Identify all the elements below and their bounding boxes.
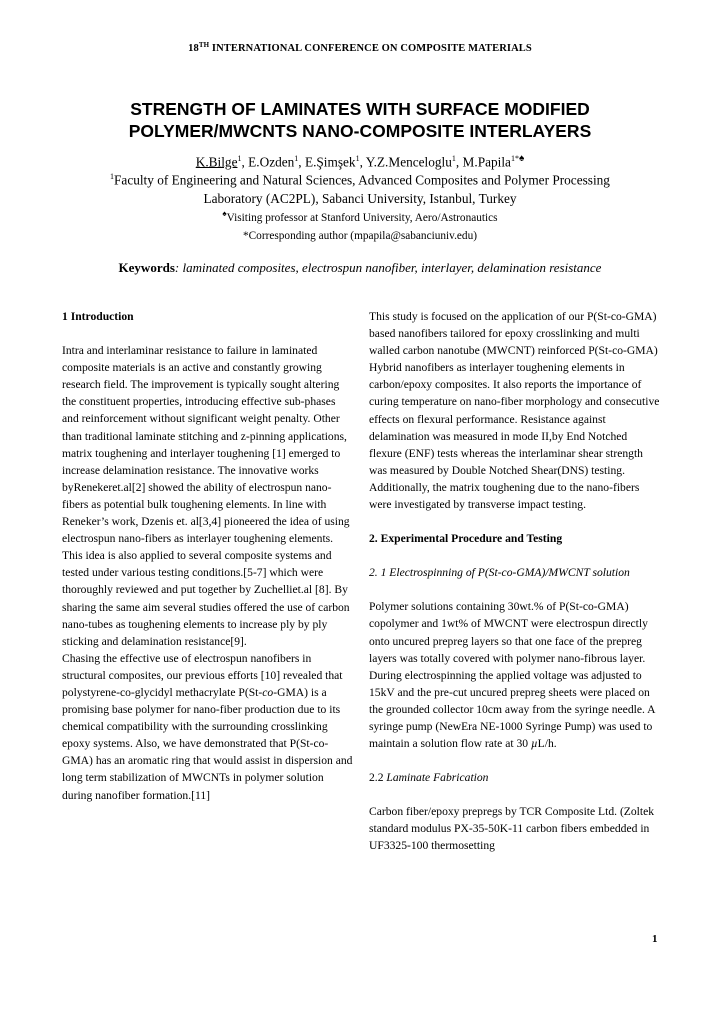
keywords bbox=[0, 260, 720, 276]
author: E.Ozden bbox=[248, 154, 295, 170]
intro-paragraph-2: Chasing the effective use of electrospun nanofibers in structural composites, our previous efforts [10] revealed that polystyrene-co-glycidyl methacrylate P(St-co-GMA) is a promising base polymer for nano-fiber production due to its chemical compatibility with the surrounding crosslinking epoxy systems. Also, we have demonstrated that P(St-co-GMA) has an aromatic ring that would assist in dispersion and long term stabilization of MWCNTs in polymer solution during nanofiber formation.[11] bbox=[62, 651, 353, 802]
section-title-introduction: 1 Introduction bbox=[62, 310, 134, 323]
author-sup: 1*♠ bbox=[510, 153, 525, 164]
author: E.Şimşek bbox=[304, 154, 356, 170]
conf-sup: TH bbox=[198, 41, 210, 49]
study-paragraph-1: This study is focused on the application of our P(St-co-GMA) based nanofibers tailored for epoxy crosslinking and multi walled carbon nanotube (MWCNT) reinforced P(St-co-GMA) bbox=[369, 310, 658, 358]
affiliation-line-1: Faculty of Engineering and Natural Sciences, Advanced Composites and Polymer Processing bbox=[114, 172, 610, 188]
corresponding-note: *Corresponding author (mpapila@sabanciuniv.edu) bbox=[243, 229, 477, 242]
electrospinning-paragraph: Polymer solutions containing 30wt.% of P(St-co-GMA) copolymer and 1wt% of MWCNT were electrospun directly onto uncured prepreg layers so that one face of the prepreg layers was totally covered with polymer nano-fibrous layer. During electrospinning the applied voltage was adjusted to 15kV and the pre-cut uncured prepreg sheets were placed on the grounded collector 10cm away from the syringe needle. A syringe pump (NewEra NE-1000 Syringe Pump) was used to maintain a solution flow rate at 30 µL/h. bbox=[369, 600, 655, 751]
keywords-text: laminated composites, electrospun nanofiber, interlayer, delamination resistance bbox=[182, 260, 602, 275]
intro-paragraph-1: Intra and interlaminar resistance to failure in laminated composite materials is an active and constantly growing research field. The improvement is typically sought altering the constituent properties, introducing effective sub-phases and reinforcement without significant weight penalty. Other than traditional laminate stitching and z-pinning applications, matrix toughening and interlayer toughening [1] emerged to increase delamination resistance. The innovative works byRenekeret.al[2] showed the ability of electrospun nano-fibers as potential bulk toughening elements. In line with Reneker’s work, Dzenis et. al[3,4] pioneered the idea of using electrospun nano-fibers as interlayer toughening elements. This idea is also applied to several composite systems and tested under various testing conditions.[5-7] which were thoroughly reviewed and put together by Zuchelliet.al [8]. By sharing the same aim several studies offered the use of carbon nano-tubes as toughening elements to increase ply by ply sticking and delamination resistance[9]. bbox=[62, 344, 350, 648]
affiliation-line-2: Laboratory (AC2PL), Sabanci University, Istanbul, Turkey bbox=[203, 191, 517, 207]
study-paragraph-2: Hybrid nanofibers as interlayer toughening elements in carbon/epoxy composites. It also reports the importance of curing temperature on nano-fiber morphology and consecutive effects on flexural performance. Resistance against delamination was measured in mode II,by End Notched flexure (ENF) tests whereas the interlaminar shear strength was measured by Double Notched Shear(DNS) testing. Additionally, the matrix toughening due to the nano-fibers were investigated by transverse impact testing. bbox=[369, 361, 660, 512]
visiting-note: Visiting professor at Stanford University, Aero/Astronautics bbox=[226, 211, 498, 224]
affiliation bbox=[0, 167, 720, 208]
spade-icon: ♠ bbox=[222, 209, 227, 218]
page-number: 1 bbox=[652, 933, 658, 945]
conf-number: 18 bbox=[188, 43, 199, 54]
author-sup: 1 bbox=[237, 154, 242, 163]
right-column bbox=[369, 308, 661, 855]
author: Y.Z.Menceloglu bbox=[365, 154, 452, 170]
keywords-colon: : bbox=[174, 260, 183, 275]
spade-icon: ♠ bbox=[518, 153, 525, 164]
section-title-experimental: 2. Experimental Procedure and Testing bbox=[369, 532, 563, 546]
author-sup: 1 bbox=[451, 154, 456, 163]
author-notes bbox=[0, 205, 720, 245]
author-list: K.Bilge$^1$, E.Ozden$^1$, E.Şimşek$^1$, Y.Z.Menceloglu$^1$, M.Papila$^{1*♠}$ bbox=[195, 153, 525, 170]
laminate-paragraph: Carbon fiber/epoxy prepregs by TCR Composite Ltd. (Zoltek standard modulus PX-35-50K-11 carbon fibers embedded in UF3325-100 thermosetting bbox=[369, 805, 655, 853]
subsection-laminate-fabrication: 2.2 Laminate Fabrication bbox=[369, 771, 489, 785]
conference-header bbox=[0, 41, 720, 54]
paper-title bbox=[0, 98, 720, 142]
subsection-electrospinning: 2. 1 Electrospinning of P(St-co-GMA)/MWCNT solution bbox=[369, 566, 630, 580]
keywords-label: Keywords bbox=[118, 260, 175, 275]
title-line-1: STRENGTH OF LAMINATES WITH SURFACE MODIFIED bbox=[130, 99, 590, 119]
author: M.Papila bbox=[462, 154, 511, 170]
author: K.Bilge bbox=[195, 154, 238, 170]
author-sup: 1 bbox=[355, 154, 360, 163]
author-sup: 1 bbox=[294, 154, 299, 163]
affiliation-sup: 1 bbox=[110, 172, 115, 181]
left-column bbox=[62, 308, 354, 804]
conf-name: INTERNATIONAL CONFERENCE ON COMPOSITE MATERIALS bbox=[209, 43, 532, 54]
title-line-2: POLYMER/MWCNTS NANO-COMPOSITE INTERLAYERS bbox=[128, 121, 592, 141]
